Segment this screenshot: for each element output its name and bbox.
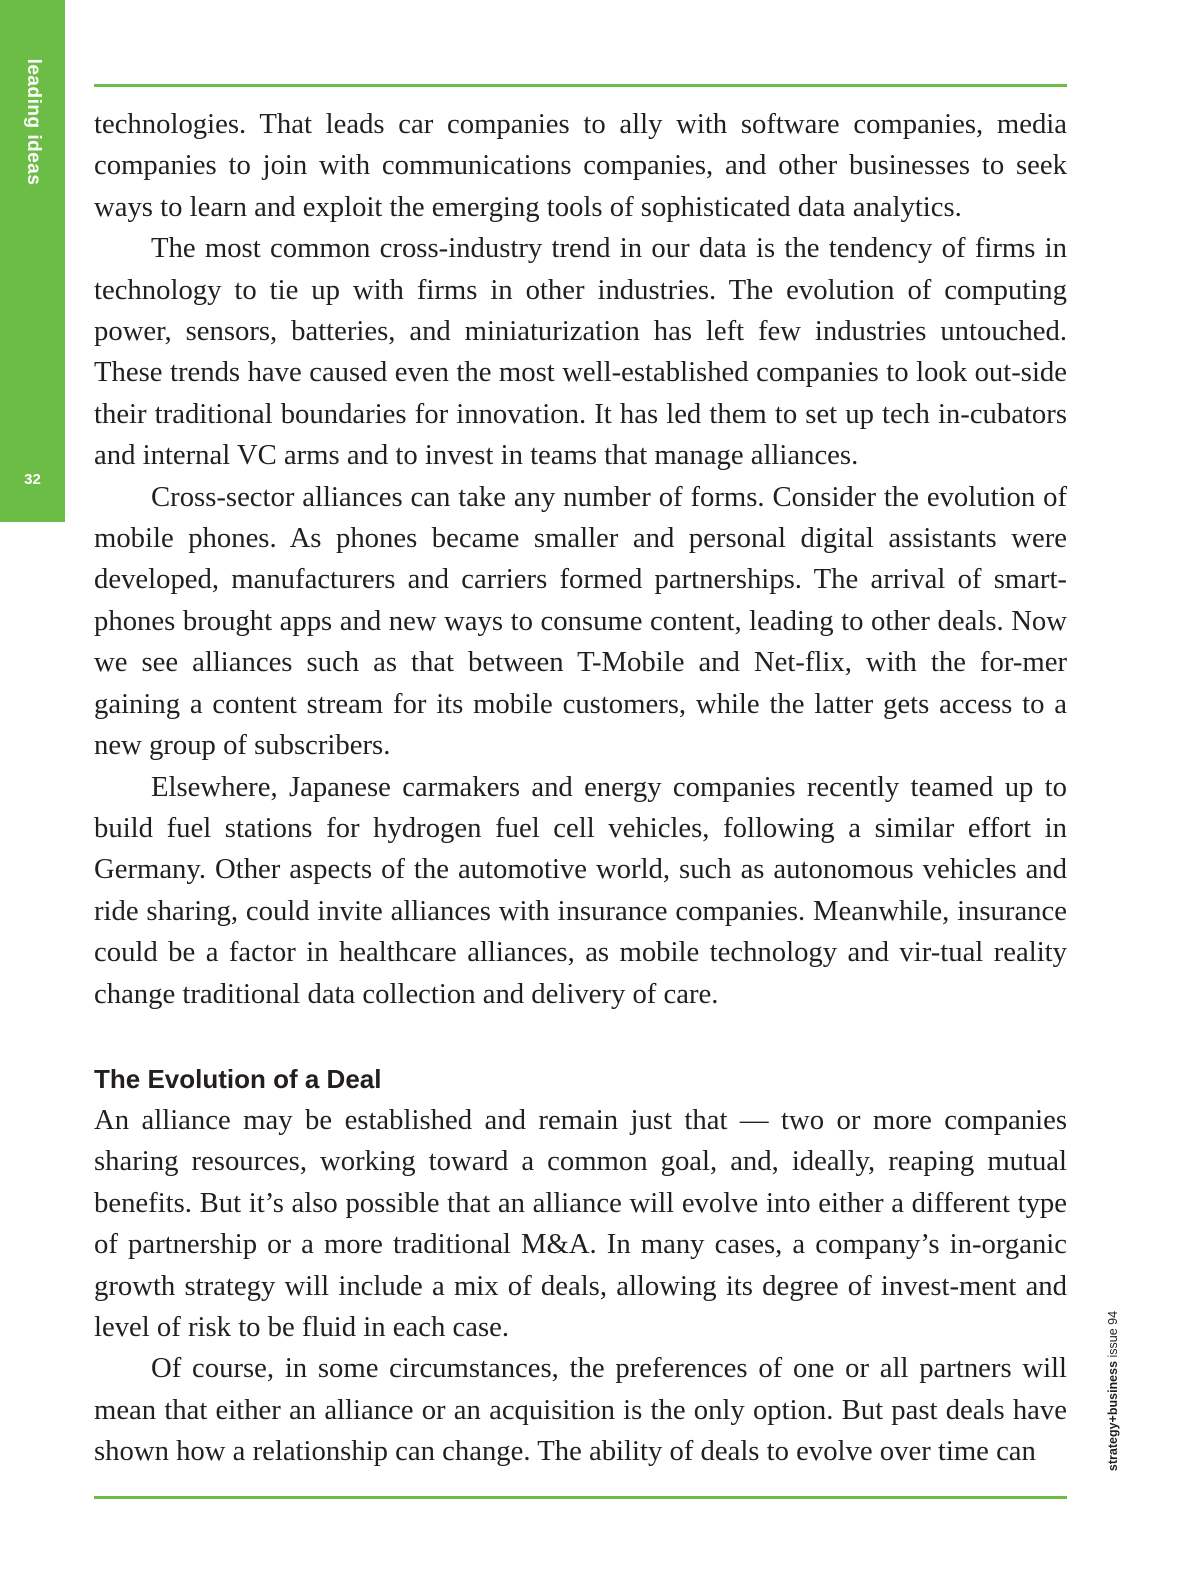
publication-name: strategy+business — [1106, 1360, 1120, 1472]
section-heading: The Evolution of a Deal — [94, 1063, 382, 1094]
publication-credit — [1106, 1311, 1120, 1471]
body-paragraph: An alliance may be established and remain just that — two or more companies sharing resources, working toward a common goal, and, ideally, reaping mutual benefits. But it’s also possible that an alliance will evolve into either a different type of partnership or a more traditional M&A. In many cases, a company’s in-organic growth strategy will include a mix of deals, allowing its degree of invest-ment and level of risk to be fluid in each case. — [94, 1103, 1067, 1343]
body-paragraph: The most common cross-industry trend in our data is the tendency of firms in technology to tie up with firms in other industries. The evolution of computing power, sensors, batteries, and miniaturization has left few industries untouched. These trends have caused even the most well-established companies to look out-side their traditional boundaries for innovation. It has led them to set up tech in-cubators and internal VC arms and to invest in teams that manage alliances. — [94, 232, 1067, 472]
top-rule — [94, 84, 1067, 87]
section-tab — [0, 0, 65, 522]
issue-number: issue 94 — [1106, 1310, 1120, 1358]
body-paragraph: Of course, in some circumstances, the preferences of one or all partners will mean that either an alliance or an acquisition is the only option. But past deals have shown how a relationship can change. The ability of deals to evolve over time can — [94, 1352, 1067, 1468]
section-label: leading ideas — [23, 58, 44, 186]
page-number: 32 — [24, 471, 41, 488]
bottom-rule — [94, 1496, 1067, 1499]
body-paragraph: technologies. That leads car companies to ally with software companies, media companies to join with communications companies, and other businesses to seek ways to learn and exploit the emerging tools of sophisticated data analytics. — [94, 108, 1067, 223]
article-body — [94, 104, 1067, 1473]
body-paragraph: Elsewhere, Japanese carmakers and energy companies recently teamed up to build fuel stations for hydrogen fuel cell vehicles, following a similar effort in Germany. Other aspects of the automotive world, such as autonomous vehicles and ride sharing, could invite alliances with insurance companies. Meanwhile, insurance could be a factor in healthcare alliances, as mobile technology and vir-tual reality change traditional data collection and delivery of care. — [94, 770, 1067, 1010]
body-paragraph: Cross-sector alliances can take any number of forms. Consider the evolution of mobile phones. As phones became smaller and personal digital assistants were developed, manufacturers and carriers formed partnerships. The arrival of smart-phones brought apps and new ways to consume content, leading to other deals. Now we see alliances such as that between T-Mobile and Net-flix, with the for-mer gaining a content stream for its mobile customers, while the latter gets access to a new group of subscribers. — [94, 480, 1067, 762]
